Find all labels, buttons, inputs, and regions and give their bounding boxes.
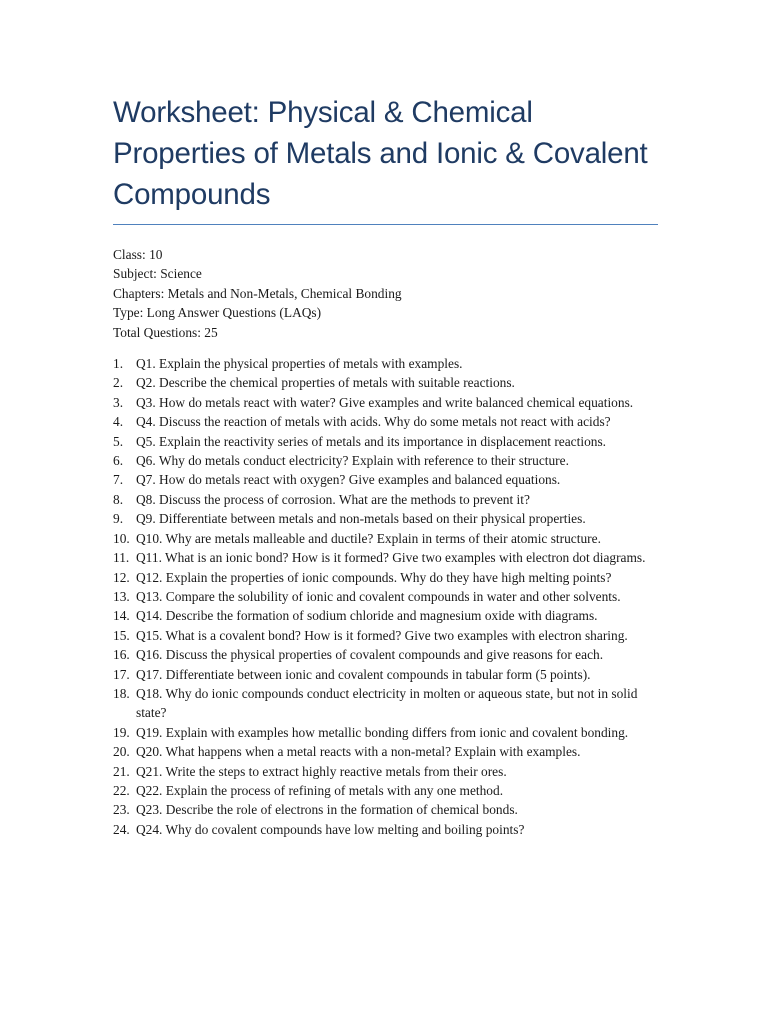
question-item (113, 781, 658, 800)
question-text: Q12. Explain the properties of ionic compounds. Why do they have high melting points? (136, 569, 612, 585)
worksheet-page (113, 92, 658, 839)
page-title: Worksheet: Physical & Chemical Properties of Metals and Ionic & Covalent Compounds (113, 96, 648, 211)
question-number: 16. (113, 647, 130, 663)
question-number: 6. (113, 453, 124, 469)
question-text: Q7. How do metals react with oxygen? Give examples and balanced equations. (136, 472, 561, 488)
question-number: 22. (113, 782, 130, 798)
question-item (113, 723, 658, 742)
question-number: 21. (113, 763, 130, 779)
question-number: 2. (113, 375, 124, 391)
question-item (113, 373, 658, 392)
question-text: Q5. Explain the reactivity series of metals and its importance in displacement reactions. (136, 433, 607, 449)
question-number: 11. (113, 550, 130, 566)
question-number: 14. (113, 608, 130, 624)
question-text: Q11. What is an ionic bond? How is it formed? Give two examples with electron dot diagrams. (136, 550, 646, 566)
question-number: 5. (113, 433, 124, 449)
question-item (113, 684, 658, 723)
question-text: Q24. Why do covalent compounds have low melting and boiling points? (136, 821, 525, 837)
meta-class: Class: 10 (113, 247, 163, 262)
question-text: Q19. Explain with examples how metallic bonding differs from ionic and covalent bonding. (136, 724, 629, 740)
question-item (113, 451, 658, 470)
question-text: Q15. What is a covalent bond? How is it formed? Give two examples with electron sharing. (136, 627, 628, 643)
worksheet-meta (113, 245, 658, 342)
question-number: 3. (113, 394, 124, 410)
question-text: Q20. What happens when a metal reacts with a non-metal? Explain with examples. (136, 744, 581, 760)
meta-chapters: Chapters: Metals and Non-Metals, Chemical Bonding (113, 285, 402, 301)
question-list (113, 354, 658, 839)
question-item (113, 509, 658, 528)
question-text: Q16. Discuss the physical properties of covalent compounds and give reasons for each. (136, 647, 604, 663)
question-number: 4. (113, 414, 124, 430)
question-item (113, 432, 658, 451)
question-number: 24. (113, 821, 130, 837)
meta-total-questions: Total Questions: 25 (113, 324, 218, 340)
meta-type: Type: Long Answer Questions (LAQs) (113, 305, 322, 321)
question-item (113, 626, 658, 645)
question-text: Q17. Differentiate between ionic and covalent compounds in tabular form (5 points). (136, 666, 591, 682)
meta-subject: Subject: Science (113, 266, 202, 282)
question-text: Q13. Compare the solubility of ionic and covalent compounds in water and other solvents. (136, 588, 621, 604)
question-item (113, 820, 658, 839)
question-text: Q2. Describe the chemical properties of metals with suitable reactions. (136, 375, 515, 391)
question-item (113, 762, 658, 781)
question-number: 17. (113, 666, 130, 682)
question-text: Q21. Write the steps to extract highly reactive metals from their ores. (136, 763, 507, 779)
question-number: 20. (113, 744, 130, 760)
title-divider (113, 224, 658, 225)
question-text: Q9. Differentiate between metals and non-metals based on their physical properties. (136, 511, 586, 527)
question-item (113, 645, 658, 664)
question-item (113, 490, 658, 509)
question-item (113, 470, 658, 489)
question-number: 15. (113, 627, 130, 643)
question-text: Q6. Why do metals conduct electricity? Explain with reference to their structure. (136, 453, 569, 469)
question-number: 8. (113, 491, 124, 507)
question-text: Q4. Discuss the reaction of metals with acids. Why do some metals not react with acids? (136, 414, 611, 430)
question-item (113, 548, 658, 567)
question-text: Q10. Why are metals malleable and ductile? Explain in terms of their atomic structure. (136, 530, 601, 546)
question-text: Q14. Describe the formation of sodium chloride and magnesium oxide with diagrams. (136, 608, 598, 624)
question-text: Q1. Explain the physical properties of metals with examples. (136, 356, 463, 372)
question-item (113, 529, 658, 548)
question-text: Q18. Why do ionic compounds conduct electricity in molten or aqueous state, but not in solid state? (136, 685, 638, 721)
question-item (113, 587, 658, 606)
question-number: 7. (113, 472, 124, 488)
question-number: 9. (113, 511, 124, 527)
question-item (113, 606, 658, 625)
question-number: 19. (113, 724, 130, 740)
question-text: Q23. Describe the role of electrons in the formation of chemical bonds. (136, 802, 518, 818)
question-text: Q8. Discuss the process of corrosion. What are the methods to prevent it? (136, 491, 530, 507)
question-item (113, 800, 658, 819)
question-number: 23. (113, 802, 130, 818)
question-number: 18. (113, 685, 130, 701)
question-number: 12. (113, 569, 130, 585)
question-text: Q3. How do metals react with water? Give examples and write balanced chemical equations. (136, 394, 634, 410)
question-item (113, 354, 658, 373)
question-item (113, 742, 658, 761)
question-item (113, 393, 658, 412)
question-item (113, 412, 658, 431)
question-number: 10. (113, 530, 130, 546)
question-item (113, 665, 658, 684)
question-text: Q22. Explain the process of refining of metals with any one method. (136, 782, 504, 798)
question-number: 13. (113, 588, 130, 604)
question-number: 1. (113, 356, 124, 372)
question-item (113, 568, 658, 587)
